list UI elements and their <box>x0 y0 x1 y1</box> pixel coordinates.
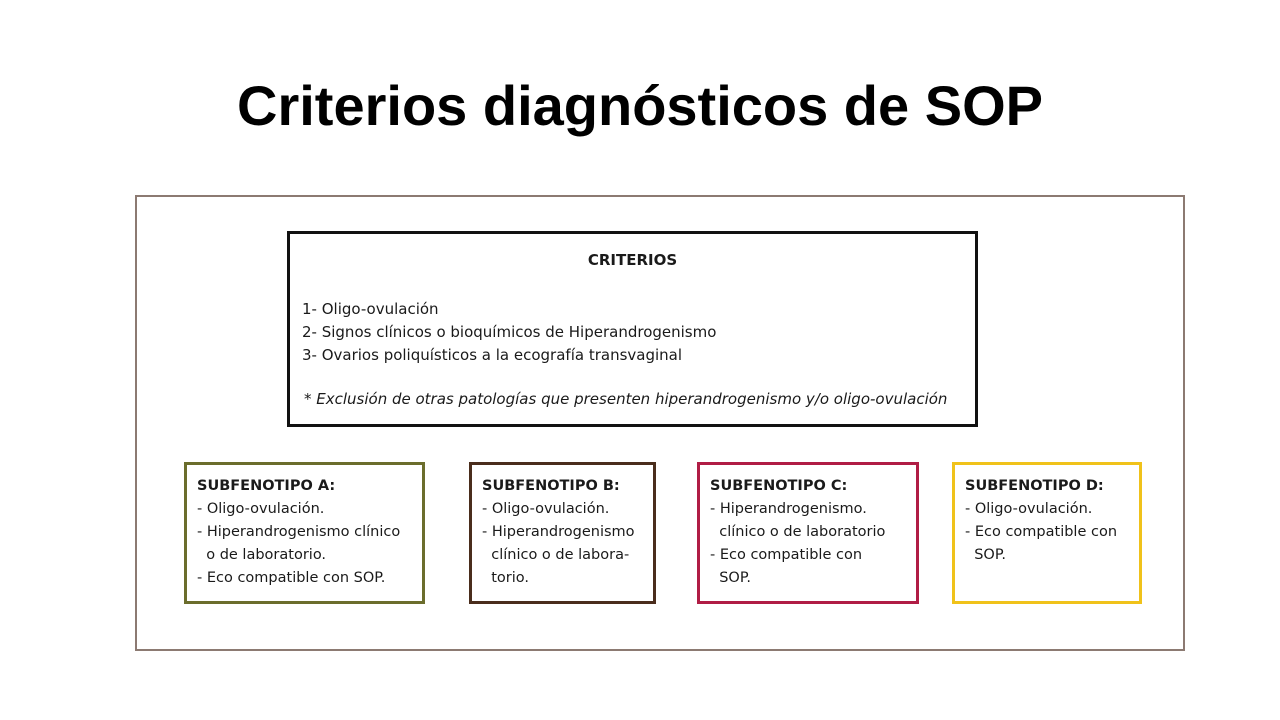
subphenotype-line: - Eco compatible con <box>710 547 863 563</box>
subphenotype-line: - Oligo-ovulación. <box>482 501 610 517</box>
subphenotype-line: - Hiperandrogenismo. <box>710 501 867 517</box>
subphenotype-line: - Hiperandrogenismo clínico <box>197 524 401 540</box>
subphenotype-line: - Eco compatible con <box>965 524 1118 540</box>
criteria-box <box>287 231 978 427</box>
subphenotype-line: - Hiperandrogenismo <box>482 524 635 540</box>
subphenotype-line: torio. <box>482 570 529 586</box>
criteria-item: 2- Signos clínicos o bioquímicos de Hiperandrogenismo <box>302 323 717 341</box>
subphenotype-title: SUBFENOTIPO C: <box>710 478 848 494</box>
subphenotype-line: - Oligo-ovulación. <box>965 501 1093 517</box>
subphenotype-a-box <box>184 462 425 604</box>
subphenotype-line: o de laboratorio. <box>197 547 327 563</box>
subphenotype-d-box <box>952 462 1142 604</box>
subphenotype-title: SUBFENOTIPO B: <box>482 478 620 494</box>
subphenotype-line: clínico o de labora- <box>482 547 630 563</box>
subphenotype-line: SOP. <box>965 547 1006 563</box>
subphenotype-b-box <box>469 462 656 604</box>
criteria-item: 1- Oligo-ovulación <box>302 300 439 318</box>
criteria-heading: CRITERIOS <box>587 251 678 269</box>
subphenotype-title: SUBFENOTIPO D: <box>965 478 1104 494</box>
criteria-list <box>302 298 716 367</box>
subphenotype-line: - Oligo-ovulación. <box>197 501 325 517</box>
subphenotype-c-box <box>697 462 919 604</box>
slide-title: Criterios diagnósticos de SOP <box>237 74 1043 137</box>
subphenotype-title: SUBFENOTIPO A: <box>197 478 336 494</box>
criteria-item: 3- Ovarios poliquísticos a la ecografía transvaginal <box>302 346 683 364</box>
subphenotype-line: - Eco compatible con SOP. <box>197 570 386 586</box>
subphenotype-line: clínico o de laboratorio <box>710 524 886 540</box>
subphenotype-line: SOP. <box>710 570 751 586</box>
criteria-exclusion-note: * Exclusión de otras patologías que presenten hiperandrogenismo y/o oligo-ovulación <box>304 390 948 408</box>
